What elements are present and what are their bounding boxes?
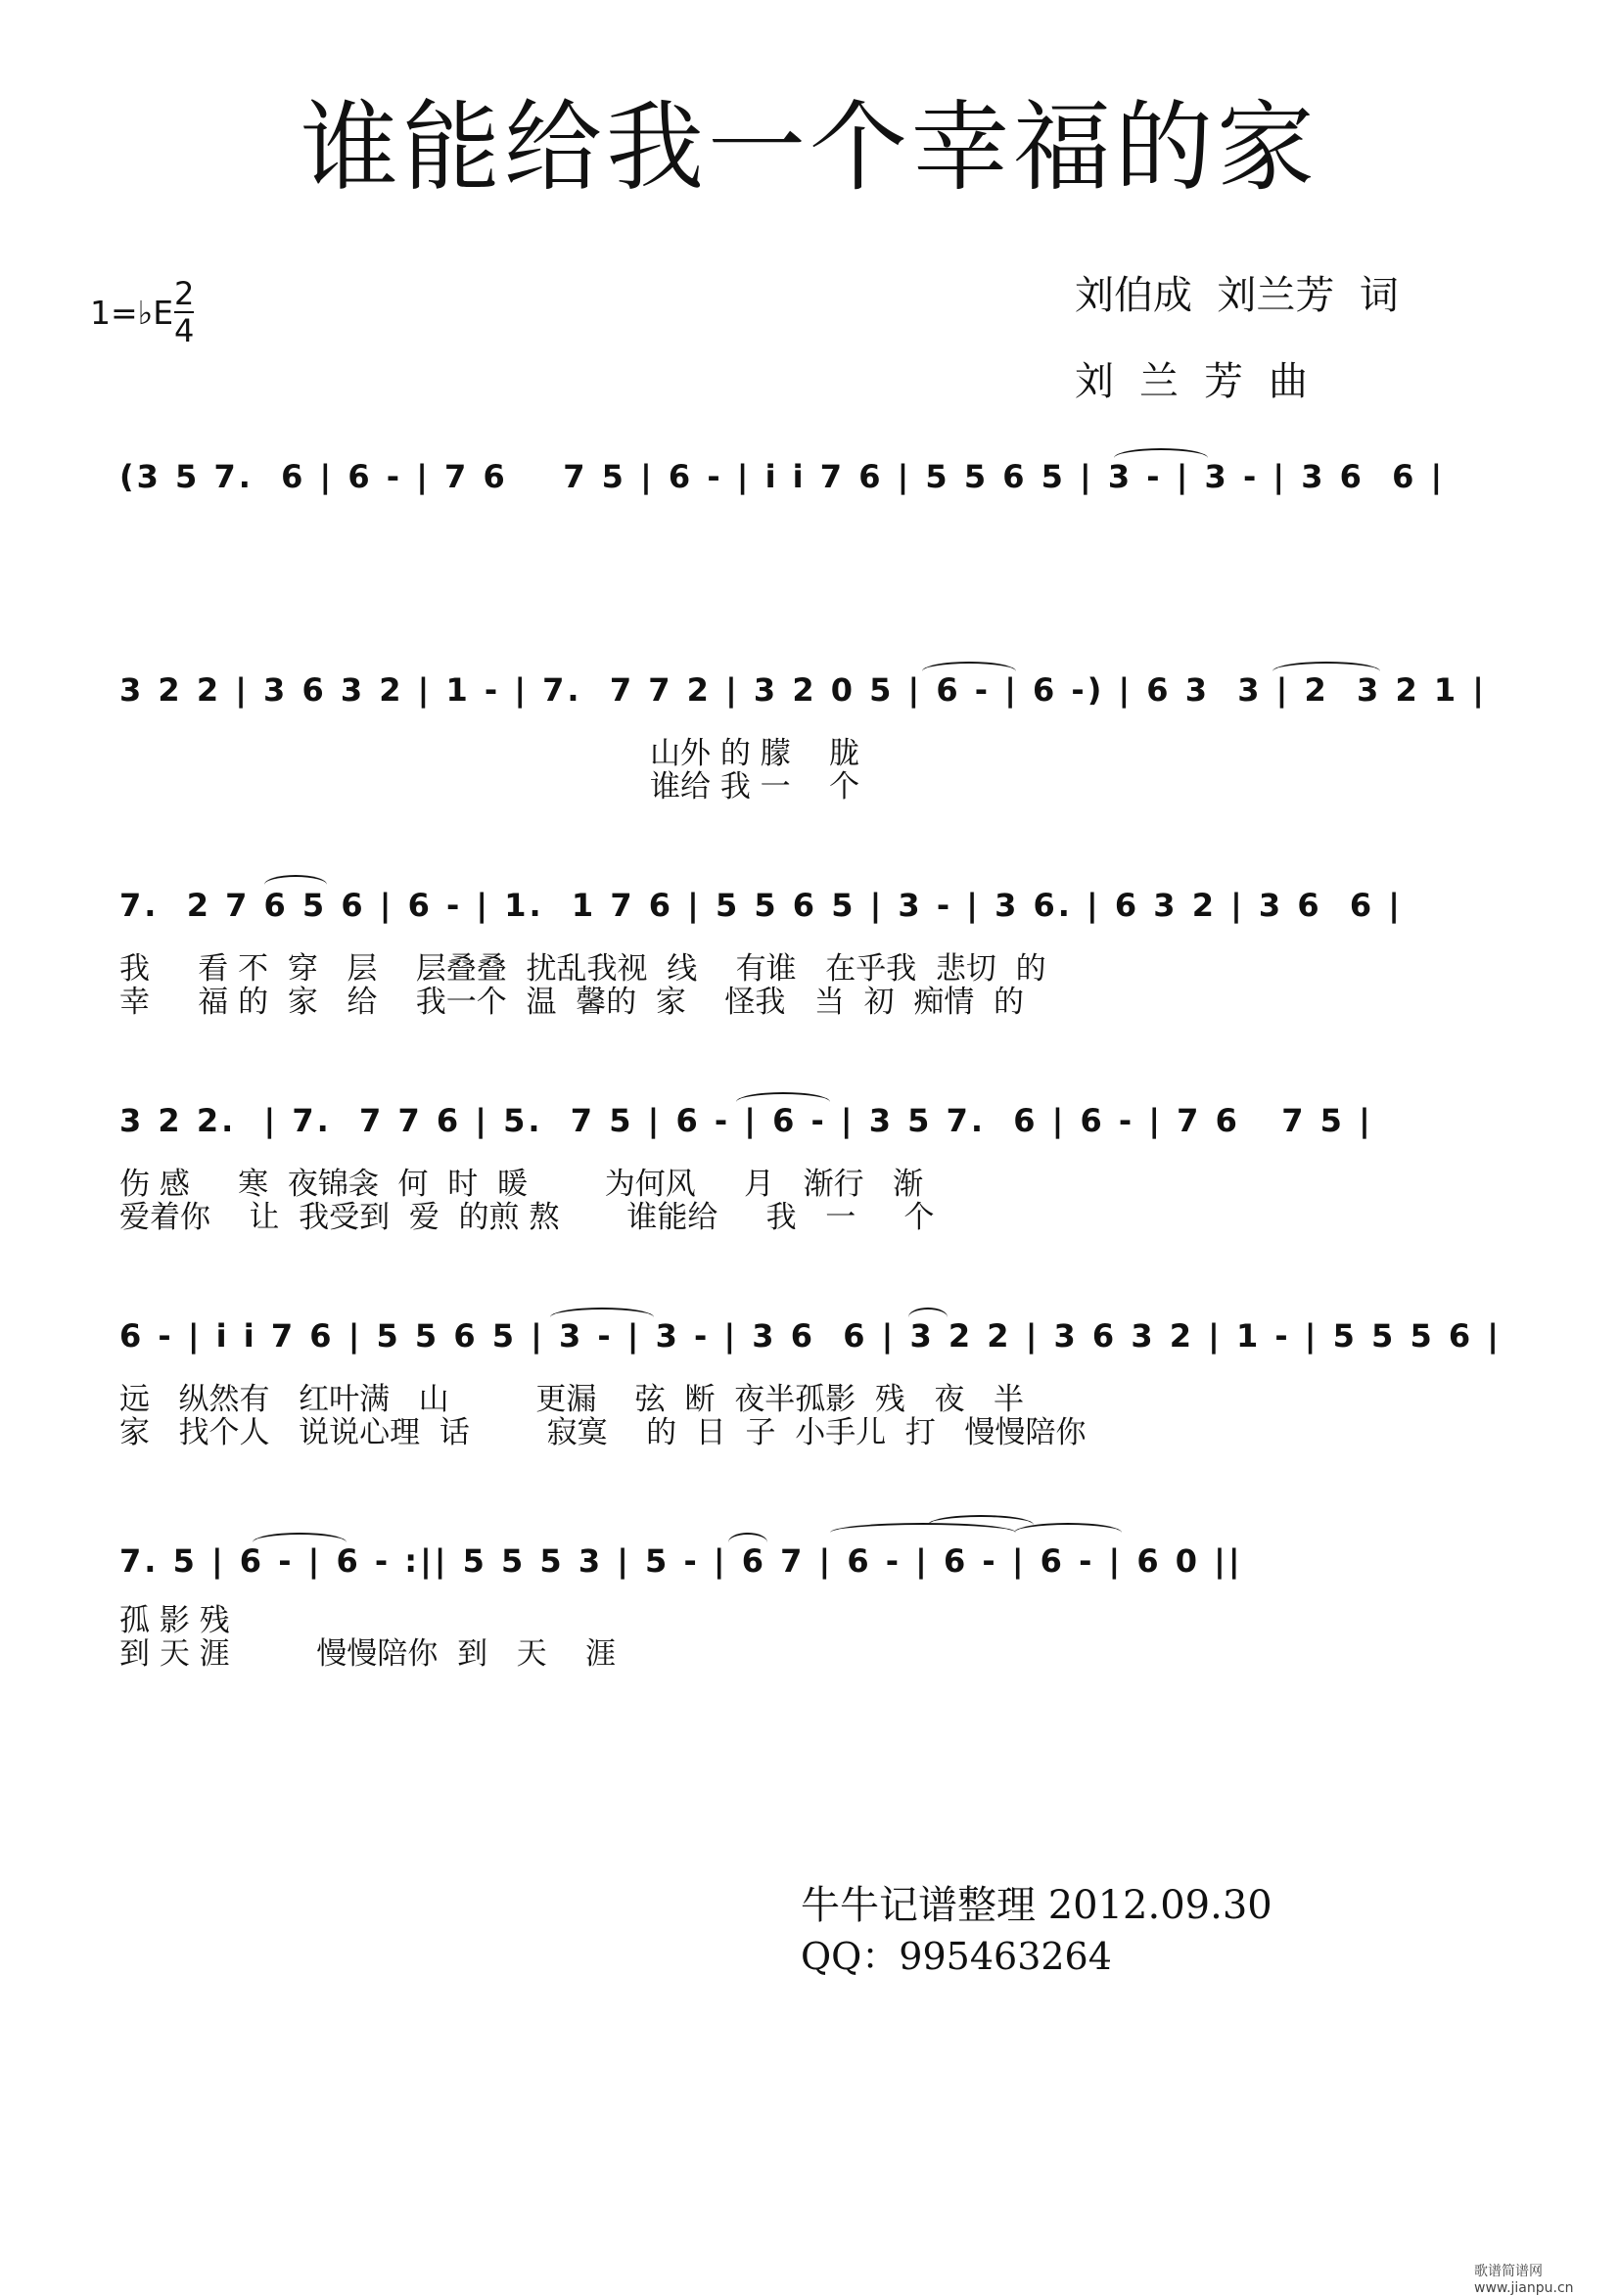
key-signature: 1=♭E bbox=[90, 294, 174, 332]
transcriber-credit: 牛牛记谱整理 2012.09.30 bbox=[801, 1883, 1272, 1928]
composer-credit: 刘兰芳曲 bbox=[1075, 359, 1333, 404]
tie-mark bbox=[922, 662, 1016, 681]
lyric-line-5a: 远 纵然有 红叶满 山 更漏 弦 断 夜半孤影 残 夜 半 bbox=[119, 1382, 1025, 1417]
notation-line-4: 3 2 2. | 7. 7 7 6 | 5. 7 5 | 6 - | 6 - | 3 5 7. 6 | 6 - | 7 6 7 5 | bbox=[119, 1102, 1373, 1139]
notation-line-5: 6 - | i i 7 6 | 5 5 6 5 | 3 - | 3 - | 3 6 6 | 3 2 2 | 3 6 3 2 | 1 - | 5 5 5 6 | bbox=[119, 1317, 1502, 1355]
notation-line-3: 7. 2 7 6 5 6 | 6 - | 1. 1 7 6 | 5 5 6 5 | 3 - | 3 6. | 6 3 2 | 3 6 6 | bbox=[119, 887, 1403, 924]
lyric-line-4b: 爱着你 让 我受到 爱 的煎 熬 谁能给 我 一 个 bbox=[119, 1200, 935, 1235]
lyric-line-2b: 谁给 我 一 个 bbox=[119, 769, 860, 804]
notation-line-2: 3 2 2 | 3 6 3 2 | 1 - | 7. 7 7 2 | 3 2 0 5 | 6 - | 6 -) | 6 3 3 | 2 3 2 1 | bbox=[119, 671, 1487, 709]
site-watermark: 歌谱简谱网 www.jianpu.cn bbox=[1474, 2264, 1574, 2296]
tie-mark bbox=[1114, 448, 1208, 468]
lyric-line-5b: 家 找个人 说说心理 话 寂寞 的 日 子 小手儿 打 慢慢陪你 bbox=[119, 1415, 1087, 1450]
tie-mark bbox=[736, 1092, 830, 1112]
slur-mark bbox=[1272, 662, 1380, 681]
lyric-line-2a: 山外 的 朦 胧 bbox=[119, 736, 860, 771]
tie-mark bbox=[253, 1533, 347, 1552]
meter-bottom: 4 bbox=[174, 312, 195, 349]
time-signature bbox=[174, 275, 195, 349]
slur-mark bbox=[264, 875, 327, 895]
meter-top: 2 bbox=[174, 275, 195, 312]
lyric-line-4a: 伤 感 寒 夜锦衾 何 时 暖 为何风 月 渐行 渐 bbox=[119, 1167, 924, 1202]
lyric-line-3b: 幸 福 的 家 给 我一个 温 馨的 家 怪我 当 初 痴情 的 bbox=[119, 985, 1025, 1020]
lyric-line-6a: 孤 影 残 bbox=[119, 1603, 230, 1638]
lyric-line-3a: 我 看 不 穿 层 层叠叠 扰乱我视 线 有谁 在乎我 悲切 的 bbox=[119, 951, 1046, 987]
contact-qq: QQ：995463264 bbox=[801, 1935, 1112, 1978]
tie-mark bbox=[1014, 1523, 1122, 1542]
slur-mark bbox=[728, 1533, 767, 1552]
notation-line-6: 7. 5 | 6 - | 6 - :|| 5 5 5 3 | 5 - | 6 7 | 6 - | 6 - | 6 - | 6 0 || bbox=[119, 1542, 1243, 1580]
page-title: 谁能给我一个幸福的家 bbox=[301, 90, 1318, 205]
lyricist-credit: 刘伯成 刘兰芳 词 bbox=[1075, 273, 1399, 318]
lyric-line-6b: 到 天 涯 慢慢陪你 到 天 涯 bbox=[119, 1636, 617, 1672]
tie-mark bbox=[550, 1308, 654, 1327]
slur-mark bbox=[908, 1308, 948, 1327]
notation-line-1: (3 5 7. 6 | 6 - | 7 6 7 5 | 6 - | i i 7 6 | 5 5 6 5 | 3 - | 3 - | 3 6 6 | bbox=[119, 458, 1446, 495]
